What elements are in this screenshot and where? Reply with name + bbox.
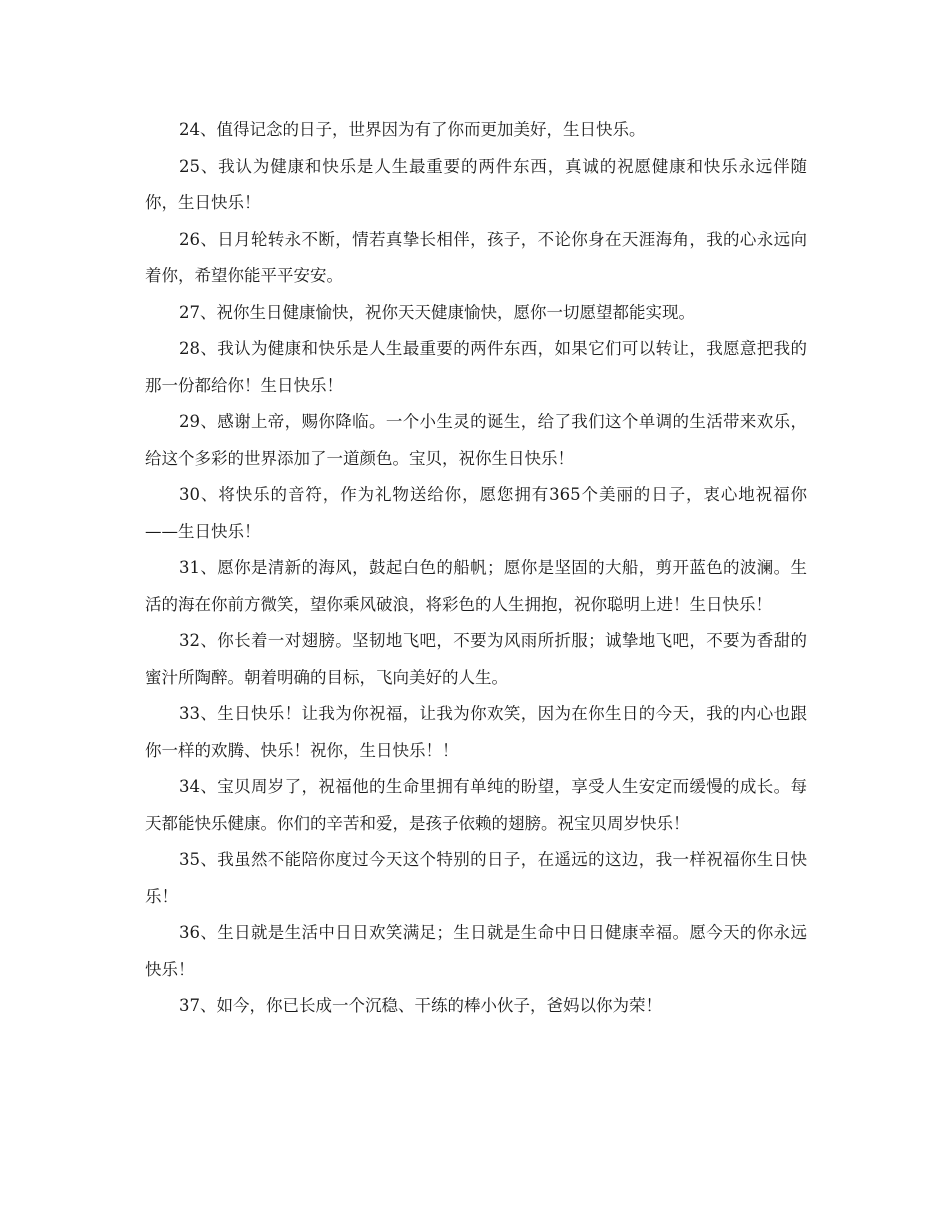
paragraph-34: 34、宝贝周岁了，祝福他的生命里拥有单纯的盼望，享受人生安定而缓慢的成长。每天都能快乐健康。你们的辛苦和爱，是孩子依赖的翅膀。祝宝贝周岁快乐！ — [145, 777, 807, 833]
paragraph-31: 31、愿你是清新的海风，鼓起白色的船帆；愿你是坚固的大船，剪开蓝色的波澜。生活的海在你前方微笑，望你乘风破浪，将彩色的人生拥抱，祝你聪明上进！生日快乐！ — [145, 558, 807, 614]
paragraph-35: 35、我虽然不能陪你度过今天这个特别的日子，在遥远的这边，我一样祝福你生日快乐！ — [145, 850, 807, 906]
paragraph-33: 33、生日快乐！让我为你祝福，让我为你欢笑，因为在你生日的今天，我的内心也跟你一样的欢腾、快乐！祝你，生日快乐！！ — [145, 704, 807, 760]
paragraph-28: 28、我认为健康和快乐是人生最重要的两件东西，如果它们可以转让，我愿意把我的那一份都给你！生日快乐！ — [145, 339, 807, 395]
paragraph-25: 25、我认为健康和快乐是人生最重要的两件东西，真诚的祝愿健康和快乐永远伴随你，生日快乐！ — [145, 156, 807, 212]
paragraph-37: 37、如今，你已长成一个沉稳、干练的棒小伙子，爸妈以你为荣！ — [179, 996, 662, 1015]
document-body — [145, 112, 807, 1025]
paragraph-24: 24、值得记念的日子，世界因为有了你而更加美好，生日快乐。 — [179, 120, 646, 139]
paragraph-26: 26、日月轮转永不断，情若真挚长相伴，孩子，不论你身在天涯海角，我的心永远向着你，希望你能平平安安。 — [145, 229, 807, 285]
paragraph-36: 36、生日就是生活中日日欢笑满足；生日就是生命中日日健康幸福。愿今天的你永远快乐！ — [145, 923, 807, 979]
paragraph-30: 30、将快乐的音符，作为礼物送给你，愿您拥有365个美丽的日子，衷心地祝福你——生日快乐！ — [145, 485, 807, 541]
paragraph-27: 27、祝你生日健康愉快，祝你天天健康愉快，愿你一切愿望都能实现。 — [179, 302, 695, 322]
paragraph-32: 32、你长着一对翅膀。坚韧地飞吧，不要为风雨所折服；诚挚地飞吧，不要为香甜的蜜汁所陶醉。朝着明确的目标，飞向美好的人生。 — [145, 631, 807, 687]
paragraph-29: 29、感谢上帝，赐你降临。一个小生灵的诞生，给了我们这个单调的生活带来欢乐，给这个多彩的世界添加了一道颜色。宝贝，祝你生日快乐！ — [145, 412, 807, 468]
